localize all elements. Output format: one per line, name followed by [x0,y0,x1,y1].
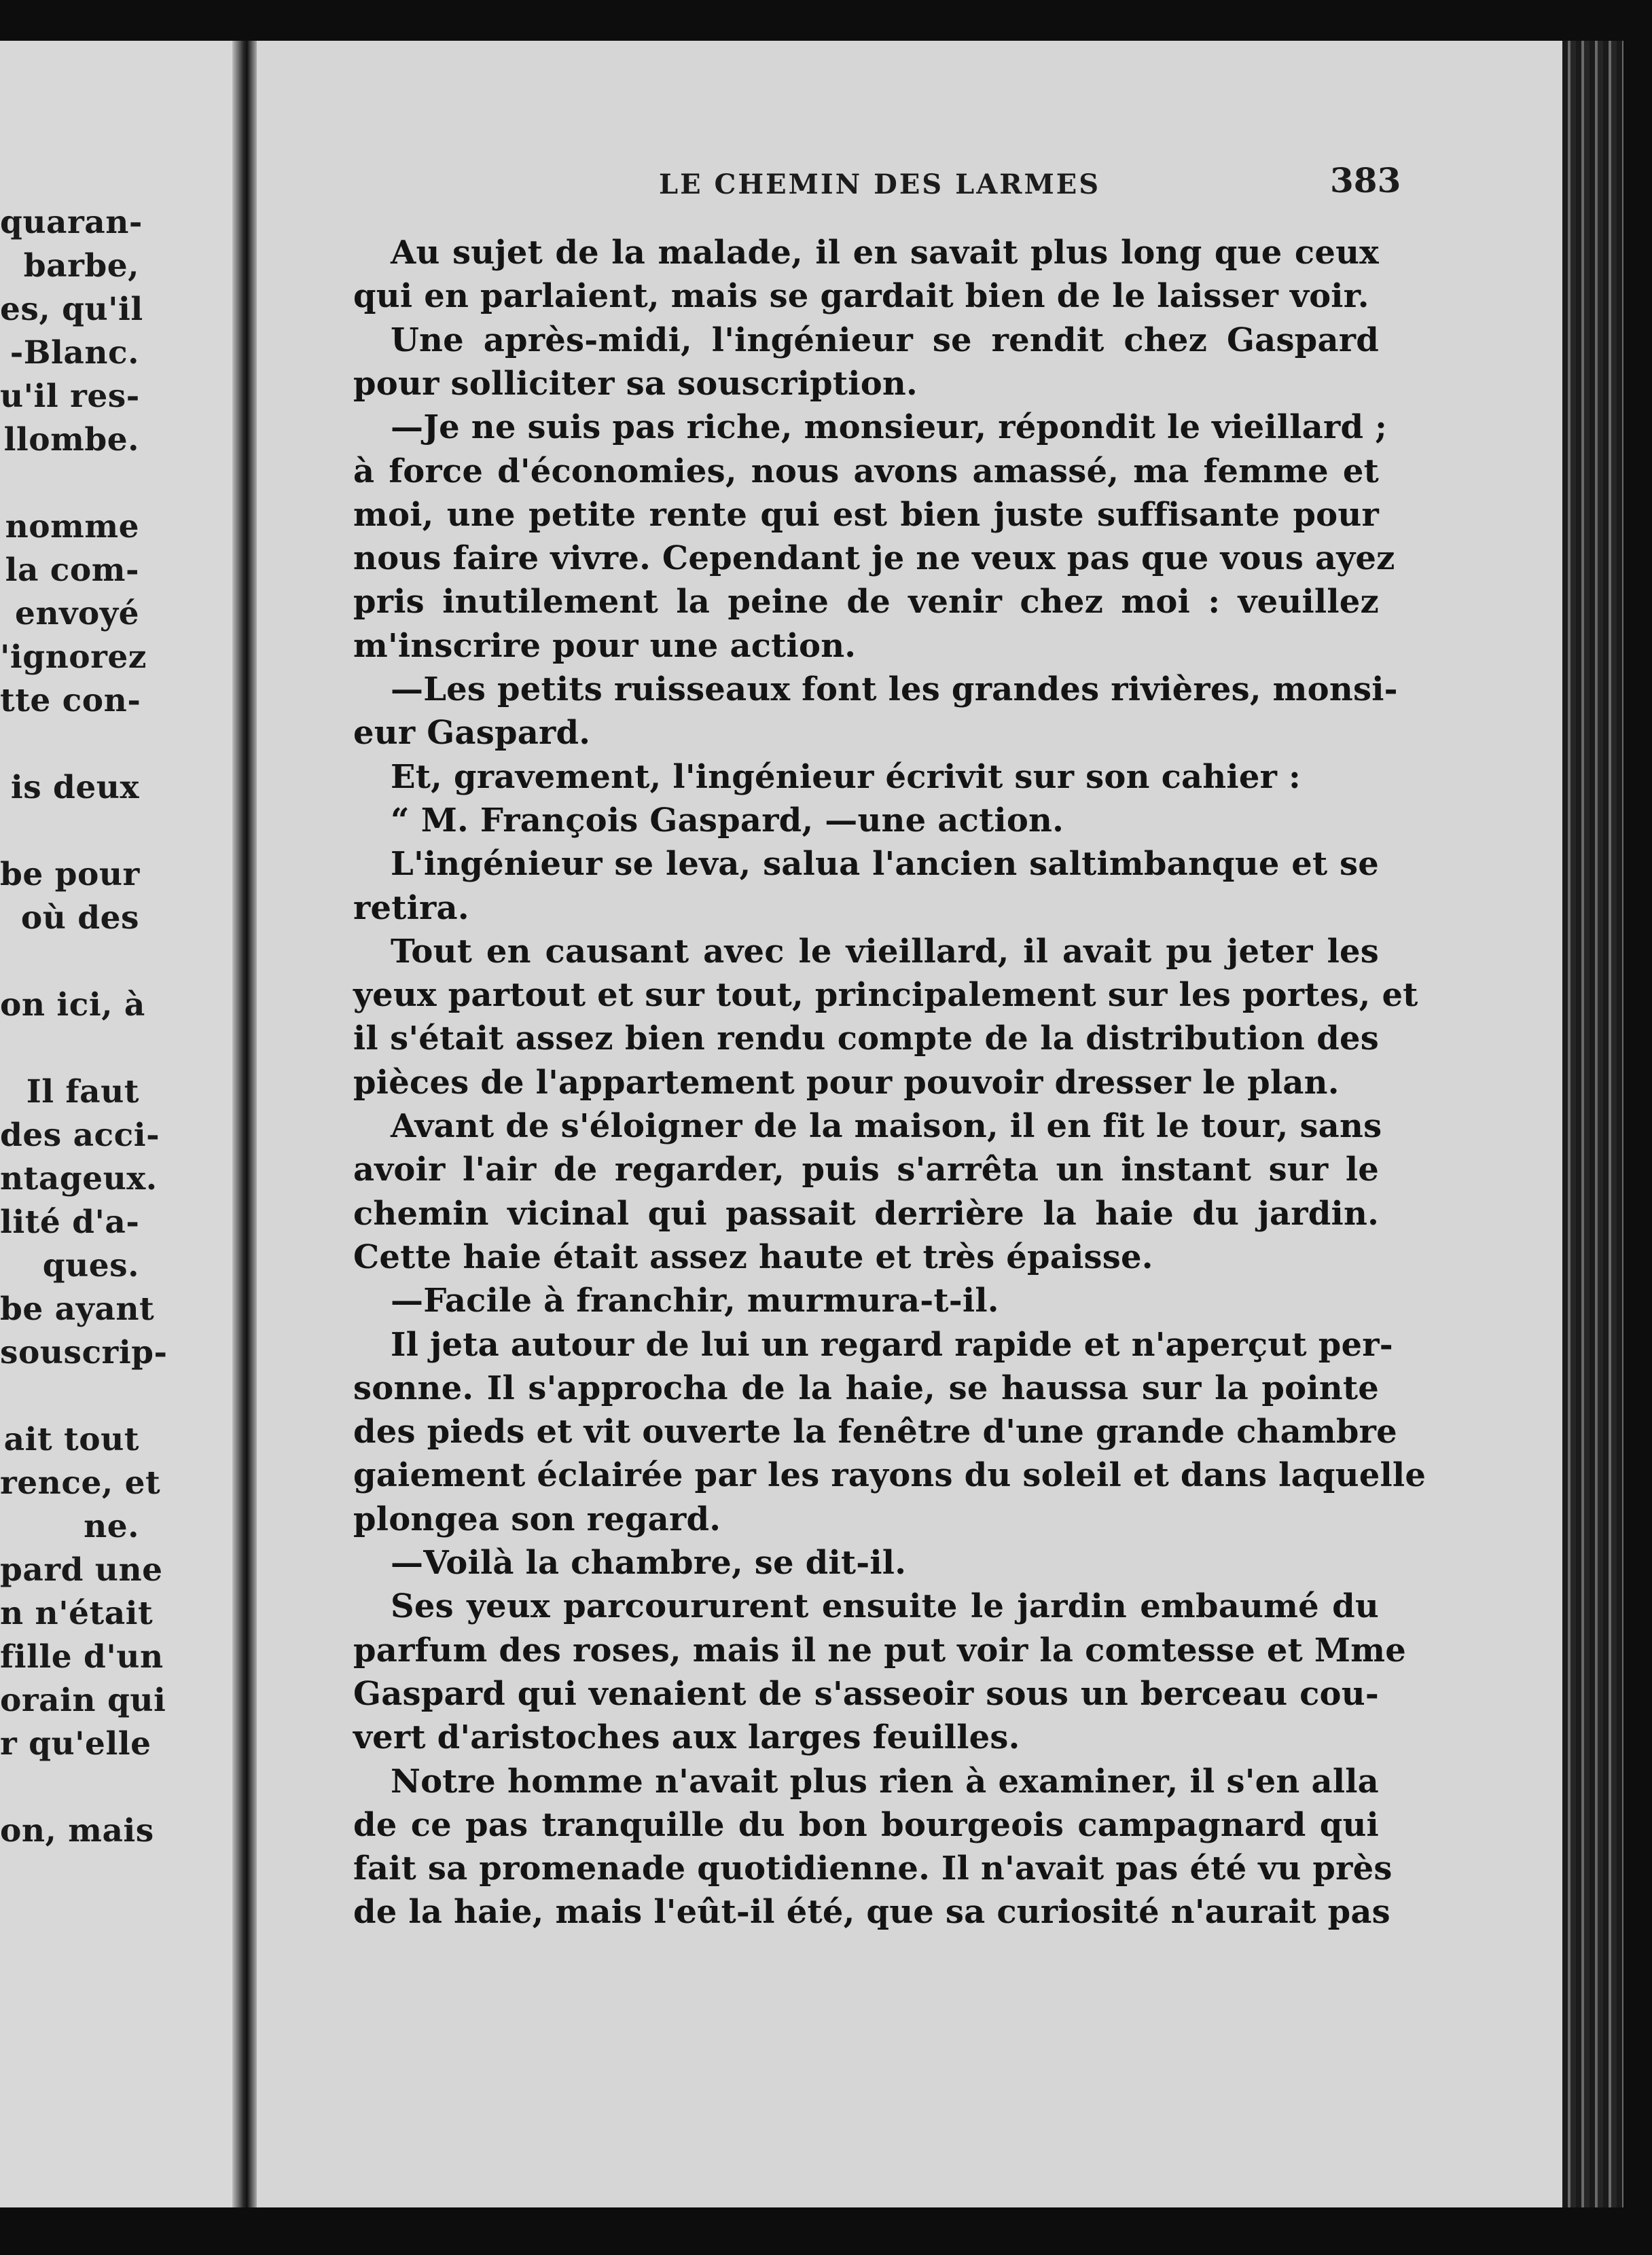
left-page-line: lité d'a- [0,1204,140,1241]
text-line: Avant de s'éloigner de la maison, il en fit le tour, sans [391,1107,1382,1145]
text-line: pour solliciter sa souscription. [353,364,918,403]
text-line: Une après-midi, l'ingénieur se rendit chez Gaspard [391,321,1379,359]
text-line: Ses yeux parcoururent ensuite le jardin embaumé du [391,1587,1379,1626]
text-line: L'ingénieur se leva, salua l'ancien saltimbanque et se [391,845,1379,884]
page-number: 383 [1330,160,1401,200]
left-page-line: souscrip- [0,1334,168,1371]
left-page-line: on, mais [0,1812,154,1850]
left-page-line: be ayant [0,1291,155,1328]
left-page-line: la com- [5,552,139,589]
book-gutter [232,41,257,2207]
text-line: Cette haie était assez haute et très épaisse. [353,1238,1153,1276]
left-page-line: rence, et [0,1464,161,1502]
running-header: LE CHEMIN DES LARMES [659,168,1101,200]
text-line: moi, une petite rente qui est bien juste suffisante pour [353,495,1379,534]
text-line: retira. [353,888,469,927]
left-page-line: es, qu'il [0,291,143,328]
left-page-line: barbe, [23,247,139,285]
text-line: parfum des roses, mais il ne put voir la comtesse et Mme [353,1631,1406,1670]
left-page-line: pard une [0,1551,163,1589]
left-page-line: u'il res- [0,378,140,415]
left-page-line: envoyé [15,595,139,632]
page-edge-stack [1562,41,1623,2207]
text-line: de ce pas tranquille du bon bourgeois campagnard qui [353,1805,1379,1844]
text-line: “ M. François Gaspard, —une action. [391,801,1064,840]
left-page-line: Il faut [26,1073,139,1111]
text-line: plongea son regard. [353,1500,721,1538]
left-page-line: 'ignorez [0,638,147,676]
text-line: fait sa promenade quotidienne. Il n'avait pas été vu près [353,1850,1393,1888]
left-page-line: ait tout [3,1421,139,1458]
text-line: vert d'aristoches aux larges feuilles. [353,1718,1020,1757]
text-line: Tout en causant avec le vieillard, il avait pu jeter les [391,932,1379,971]
left-page-line: be pour [0,856,140,893]
left-page-line: ques. [42,1247,139,1284]
text-line: il s'était assez bien rendu compte de la distribution des [353,1020,1379,1058]
left-page-line: on ici, à [0,986,145,1024]
text-line: gaiement éclairée par les rayons du soleil et dans laquelle [353,1456,1426,1495]
left-page-line: des acci- [0,1117,160,1154]
text-line: eur Gaspard. [353,714,591,753]
text-line: Au sujet de la malade, il en savait plus long que ceux [391,234,1379,272]
text-line: des pieds et vit ouverte la fenêtre d'une grande chambre [353,1413,1397,1451]
text-line: pièces de l'appartement pour pouvoir dresser le plan. [353,1063,1340,1102]
text-line: Et, gravement, l'ingénieur écrivit sur son cahier : [391,757,1301,796]
left-page-line: -Blanc. [10,334,139,372]
left-page-line: où des [20,899,139,937]
text-line: sonne. Il s'approcha de la haie, se haussa sur la pointe [353,1369,1379,1407]
text-line: —Voilà la chambre, se dit-il. [391,1544,907,1582]
left-page-line: nomme [5,508,139,545]
left-page [0,41,250,2207]
text-line: de la haie, mais l'eût-il été, que sa curiosité n'aurait pas [353,1893,1390,1932]
text-line: Notre homme n'avait plus rien à examiner, il s'en alla [391,1762,1379,1801]
text-line: chemin vicinal qui passait derrière la haie du jardin. [353,1194,1379,1233]
text-line: Gaspard qui venaient de s'asseoir sous un berceau cou- [353,1674,1379,1713]
text-line: pris inutilement la peine de venir chez moi : veuillez [353,583,1379,621]
text-line: —Je ne suis pas riche, monsieur, répondit le vieillard ; [391,408,1388,447]
text-line: yeux partout et sur tout, principalement sur les portes, et [353,976,1418,1015]
text-line: à force d'économies, nous avons amassé, ma femme et [353,452,1379,490]
text-line: m'inscrire pour une action. [353,626,857,665]
text-line: —Facile à franchir, murmura-t-il. [391,1282,999,1320]
left-page-line: fille d'un [0,1638,164,1676]
text-line: Il jeta autour de lui un regard rapide et n'aperçut per- [391,1325,1393,1364]
left-page-line: r qu'elle [0,1725,151,1763]
text-line: nous faire vivre. Cependant je ne veux pas que vous ayez [353,539,1395,578]
text-line: —Les petits ruisseaux font les grandes rivières, monsi- [391,670,1398,708]
left-page-line: quaran- [0,204,143,241]
left-page-line: is deux [10,769,139,806]
left-page-line: n n'était [0,1595,154,1632]
left-page-line: ntageux. [0,1160,158,1197]
text-line: avoir l'air de regarder, puis s'arrêta un instant sur le [353,1151,1379,1189]
left-page-line: llombe. [3,421,139,458]
left-page-line: ne. [84,1508,139,1545]
left-page-line: tte con- [0,682,141,719]
text-line: qui en parlaient, mais se gardait bien de le laisser voir. [353,277,1369,316]
left-page-line: orain qui [0,1682,166,1719]
